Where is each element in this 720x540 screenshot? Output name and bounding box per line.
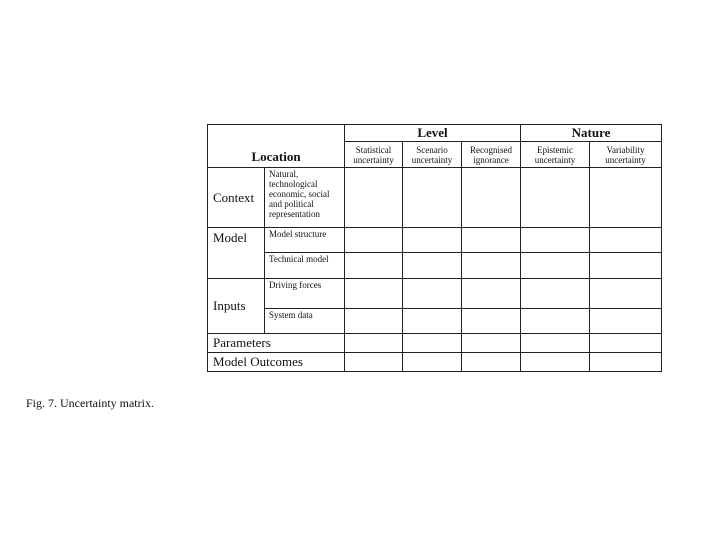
cell	[462, 168, 521, 228]
cell	[521, 334, 590, 353]
col-statistical-uncertainty: Statistical uncertainty	[345, 142, 403, 168]
cell	[345, 309, 403, 334]
cell	[462, 253, 521, 279]
uncertainty-matrix	[207, 124, 662, 372]
row-model-outcomes-label: Model Outcomes	[208, 353, 345, 372]
cell	[590, 279, 662, 309]
cell	[345, 228, 403, 253]
cell	[462, 353, 521, 372]
col-recognised-ignorance: Recognised ignorance	[462, 142, 521, 168]
location-header: Location	[208, 125, 345, 168]
cell	[345, 334, 403, 353]
cell	[521, 228, 590, 253]
cell	[345, 253, 403, 279]
cell	[521, 309, 590, 334]
row-driving-forces: Driving forces	[265, 279, 345, 309]
cell	[521, 253, 590, 279]
cell	[590, 253, 662, 279]
level-header: Level	[345, 125, 521, 142]
cell	[521, 279, 590, 309]
cell	[590, 309, 662, 334]
cell	[403, 253, 462, 279]
cell	[590, 353, 662, 372]
cell	[403, 309, 462, 334]
row-parameters-label: Parameters	[208, 334, 345, 353]
cell	[590, 168, 662, 228]
cell	[590, 228, 662, 253]
cell	[345, 279, 403, 309]
row-inputs-label: Inputs	[208, 279, 265, 334]
cell	[403, 353, 462, 372]
cell	[521, 168, 590, 228]
cell	[590, 334, 662, 353]
cell	[403, 228, 462, 253]
row-model-label: Model	[208, 228, 265, 279]
cell	[462, 228, 521, 253]
row-context-sub: Natural, technological economic, social and political representation	[265, 168, 345, 228]
cell	[403, 279, 462, 309]
row-context-label: Context	[208, 168, 265, 228]
cell	[403, 334, 462, 353]
row-system-data: System data	[265, 309, 345, 334]
cell	[521, 353, 590, 372]
cell	[462, 309, 521, 334]
row-technical-model: Technical model	[265, 253, 345, 279]
cell	[403, 168, 462, 228]
cell	[462, 279, 521, 309]
cell	[462, 334, 521, 353]
col-variability-uncertainty: Variability uncertainty	[590, 142, 662, 168]
row-model-structure: Model structure	[265, 228, 345, 253]
col-scenario-uncertainty: Scenario uncertainty	[403, 142, 462, 168]
nature-header: Nature	[521, 125, 662, 142]
figure-caption: Fig. 7. Uncertainty matrix.	[26, 396, 154, 410]
cell	[345, 168, 403, 228]
col-epistemic-uncertainty: Epistemic uncertainty	[521, 142, 590, 168]
cell	[345, 353, 403, 372]
